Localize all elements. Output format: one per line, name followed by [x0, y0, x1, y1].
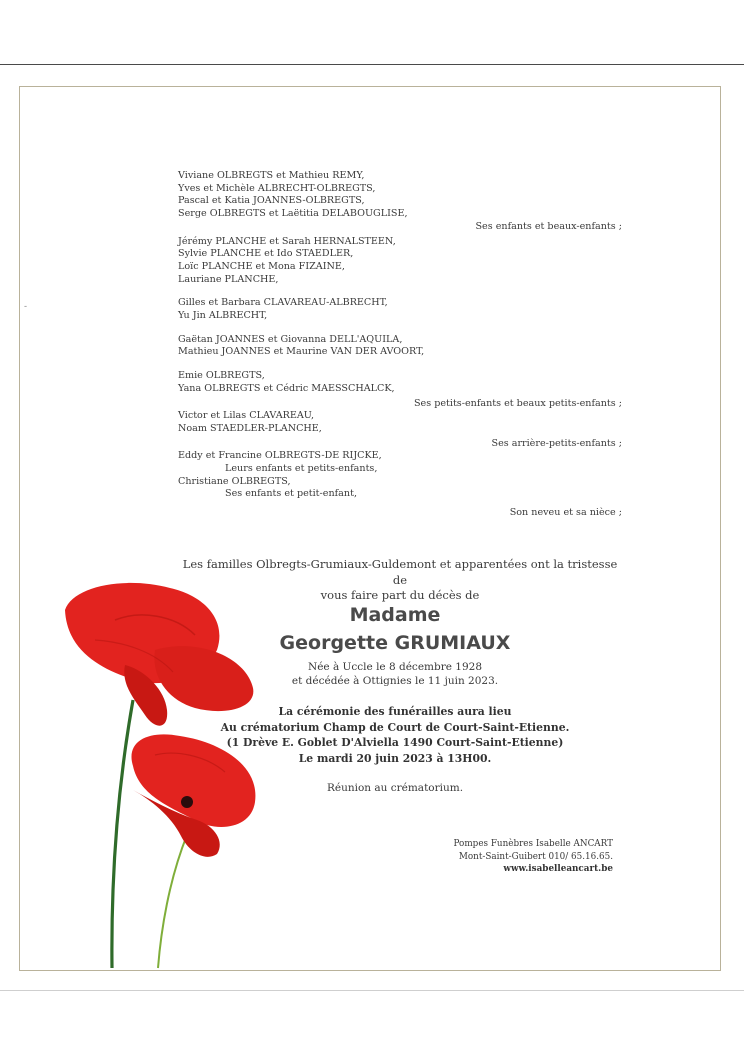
funeral-home-website[interactable]: www.isabelleancart.be — [503, 864, 613, 875]
intro-line: Les familles Olbregts-Grumiaux-Guldemont et apparentées ont la tristesse de — [182, 557, 618, 587]
intro-line: vous faire part du décès de — [320, 588, 480, 602]
family-line: Ses enfants et petit-enfant, — [225, 488, 357, 500]
funeral-home-address: Mont-Saint-Guibert 010/ 65.16.65. — [458, 851, 613, 862]
family-group — [178, 410, 628, 450]
family-list — [178, 170, 628, 520]
family-line: Noam STAEDLER-PLANCHE, — [178, 422, 322, 434]
family-line: Lauriane PLANCHE, — [178, 273, 279, 285]
family-line: Yana OLBREGTS et Cédric MAESSCHALCK, — [178, 382, 395, 394]
family-line: Serge OLBREGTS et Laëtitia DELABOUGLISE, — [178, 208, 408, 220]
family-group — [178, 170, 628, 234]
family-line: Yves et Michèle ALBRECHT-OLBREGTS, — [178, 182, 376, 194]
family-line: Victor et Lilas CLAVAREAU, — [178, 410, 315, 422]
family-line: Yu Jin ALBRECHT, — [178, 310, 268, 322]
life-dates — [250, 660, 540, 688]
relation-label: Ses enfants et beaux-enfants ; — [475, 220, 622, 232]
family-line: Christiane OLBREGTS, — [178, 475, 291, 487]
family-line: Pascal et Katia JOANNES-OLBREGTS, — [178, 195, 365, 207]
family-group — [178, 450, 628, 520]
family-line: Gaëtan JOANNES et Giovanna DELL'AQUILA, — [178, 333, 403, 345]
family-group — [178, 297, 628, 322]
bottom-rule — [0, 990, 744, 991]
ceremony-line: (1 Drève E. Goblet D'Alviella 1490 Court-Saint-Etienne) — [226, 736, 564, 750]
family-line: Jérémy PLANCHE et Sarah HERNALSTEEN, — [178, 235, 396, 247]
family-line: Leurs enfants et petits-enfants, — [225, 463, 378, 475]
funeral-home-info — [418, 838, 613, 876]
family-line: Viviane OLBREGTS et Mathieu REMY, — [178, 170, 365, 181]
family-line: Gilles et Barbara CLAVAREAU-ALBRECHT, — [178, 297, 388, 309]
ceremony-line: Au crématorium Champ de Court de Court-Saint-Etienne. — [220, 720, 570, 734]
family-line: Eddy et Francine OLBREGTS-DE RIJCKE, — [178, 450, 382, 462]
family-line: Mathieu JOANNES et Maurine VAN DER AVOORT, — [178, 346, 425, 358]
funeral-home-name: Pompes Funèbres Isabelle ANCART — [453, 839, 613, 849]
relation-label: Ses petits-enfants et beaux petits-enfants ; — [413, 397, 622, 409]
ceremony-line: Le mardi 20 juin 2023 à 13H00. — [298, 751, 492, 765]
relation-label: Son neveu et sa nièce ; — [509, 507, 622, 519]
death-line: et décédée à Ottignies le 11 juin 2023. — [291, 675, 499, 687]
reunion-note: Réunion au crématorium. — [326, 782, 464, 794]
family-line: Sylvie PLANCHE et Ido STAEDLER, — [178, 248, 354, 260]
birth-line: Née à Uccle le 8 décembre 1928 — [308, 661, 482, 673]
relation-label: Ses arrière-petits-enfants ; — [491, 437, 622, 449]
deceased-name: Georgette GRUMIAUX — [279, 632, 511, 654]
top-rule — [0, 64, 744, 65]
family-group — [178, 334, 628, 359]
family-line: Loïc PLANCHE et Mona FIZAINE, — [178, 260, 345, 272]
family-line: Emie OLBREGTS, — [178, 370, 265, 382]
family-group — [178, 236, 628, 287]
ceremony-line: La cérémonie des funérailles aura lieu — [278, 705, 512, 718]
family-group — [178, 370, 628, 410]
deceased-title: Madame — [349, 604, 441, 626]
poppy-flower-icon — [55, 580, 265, 972]
scan-mark: - — [24, 302, 28, 312]
